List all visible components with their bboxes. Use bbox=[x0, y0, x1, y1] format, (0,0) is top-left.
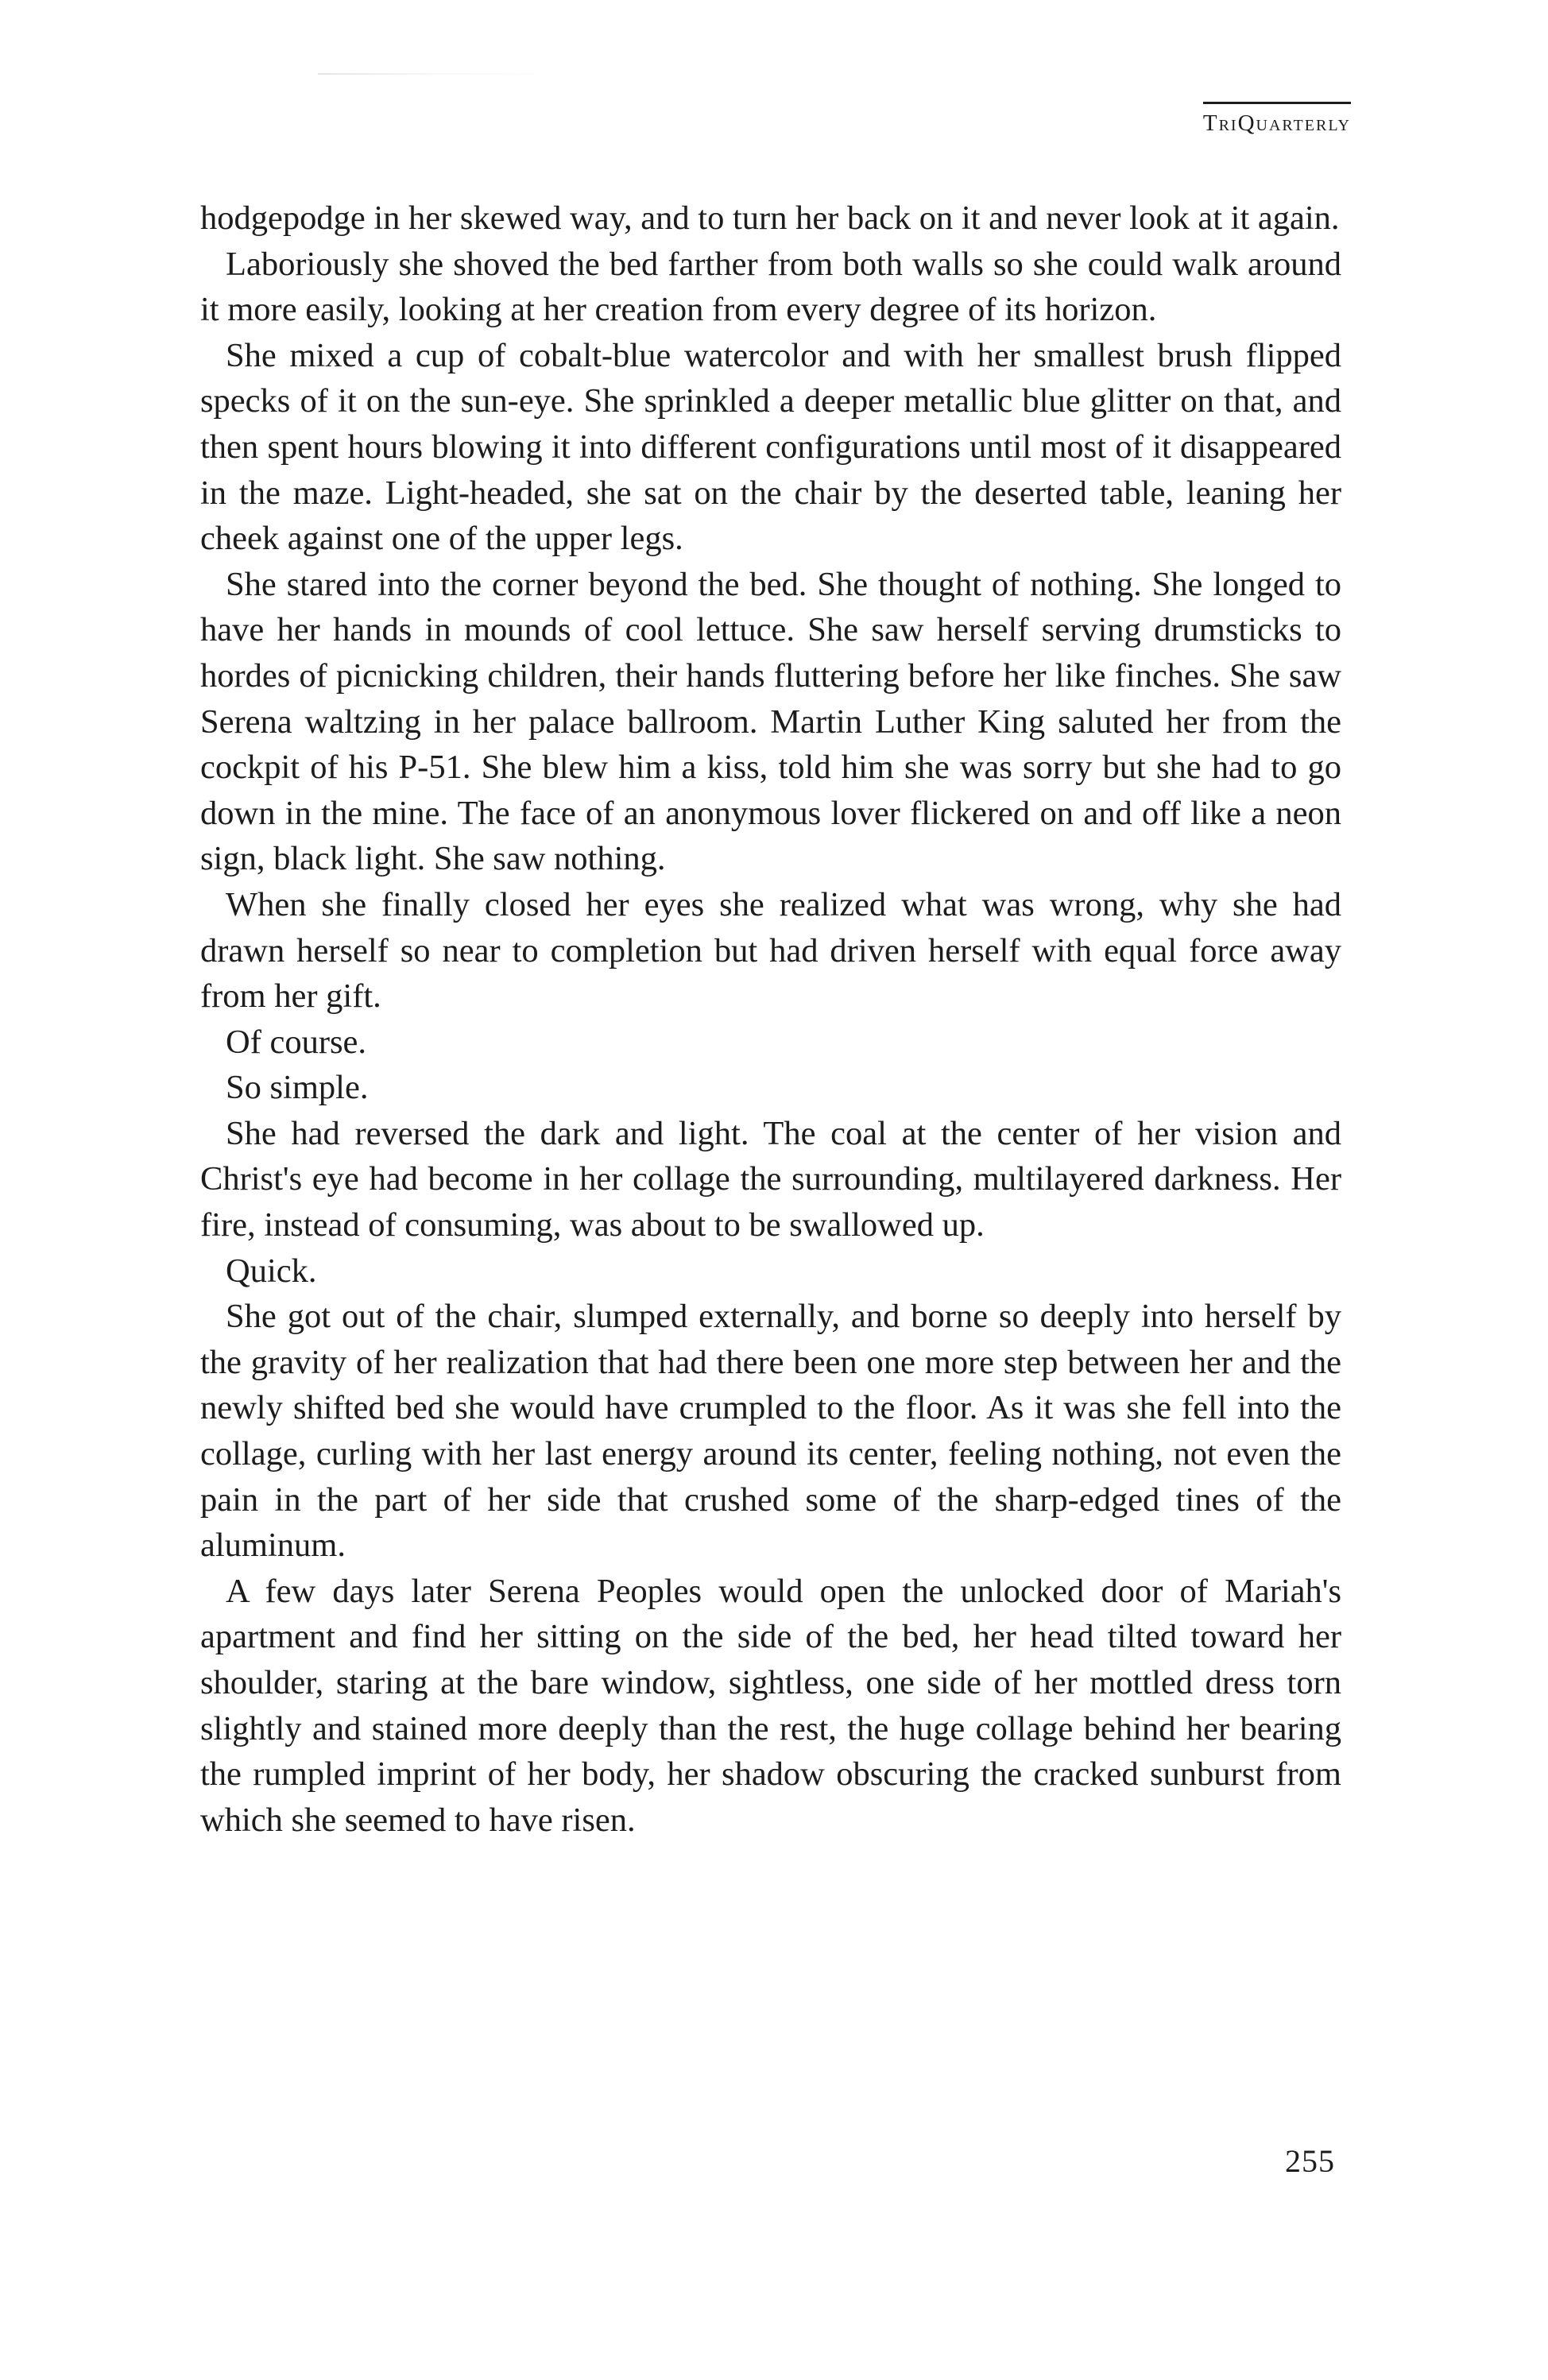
paragraph: She had reversed the dark and light. The coal at the center of her vision and Christ's eye had become in her collage the surrounding, multilayered darkness. Her fire, instead of consuming, was about to be swallowed up. bbox=[200, 1114, 1341, 1244]
paragraph: A few days later Serena Peoples would open the unlocked door of Mariah's apartment and find her sitting on the side of the bed, her head tilted toward her shoulder, staring at the bare window, sightless, one side of her mottled dress torn slightly and stained more deeply than the rest, the huge collage behind her bearing the rumpled imprint of her body, her shadow obscuring the cracked sunburst from which she seemed to have risen. bbox=[200, 1572, 1341, 1839]
running-head: TriQuarterly bbox=[1203, 102, 1351, 135]
scan-smudge bbox=[318, 73, 556, 75]
paragraph: So simple. bbox=[226, 1069, 369, 1107]
paragraph: Laboriously she shoved the bed farther from both walls so she could walk around it more easily, looking at her creation from every degree of its horizon. bbox=[200, 245, 1341, 329]
paragraph: She stared into the corner beyond the bed. She thought of nothing. She longed to have her hands in mounds of cool lettuce. She saw herself serving drumsticks to hordes of picnicking children, their hands fluttering before her like finches. She saw Serena waltzing in her palace ballroom. Martin Luther King saluted her from the cockpit of his P-51. She blew him a kiss, told him she was sorry but she had to go down in the mine. The face of an anonymous lover flickered on and off like a neon sign, black light. She saw nothing. bbox=[200, 565, 1341, 878]
paragraph: She got out of the chair, slumped externally, and borne so deeply into herself by the gravity of her realization that had there been one more step between her and the newly shifted bed she would have crumpled to the floor. As it was she fell into the collage, curling with her last energy around its center, feeling nothing, not even the pain in the part of her side that crushed some of the sharp-edged tines of the aluminum. bbox=[200, 1298, 1341, 1565]
paragraph: Of course. bbox=[226, 1023, 367, 1061]
page-number: 255 bbox=[1285, 2143, 1335, 2179]
body-text bbox=[200, 195, 1341, 1843]
paragraph: She mixed a cup of cobalt-blue watercolor and with her smallest brush flipped specks of it on the sun-eye. She sprinkled a deeper metallic blue glitter on that, and then spent hours blowing it into different configurations until most of it disappeared in the maze. Light-headed, she sat on the chair by the deserted table, leaning her cheek against one of the upper legs. bbox=[200, 336, 1341, 558]
paragraph: When she finally closed her eyes she realized what was wrong, why she had drawn herself so near to completion but had driven herself with equal force away from her gift. bbox=[200, 885, 1341, 1016]
paragraph: hodgepodge in her skewed way, and to turn her back on it and never look at it again. bbox=[200, 199, 1340, 237]
paragraph: Quick. bbox=[226, 1252, 317, 1290]
